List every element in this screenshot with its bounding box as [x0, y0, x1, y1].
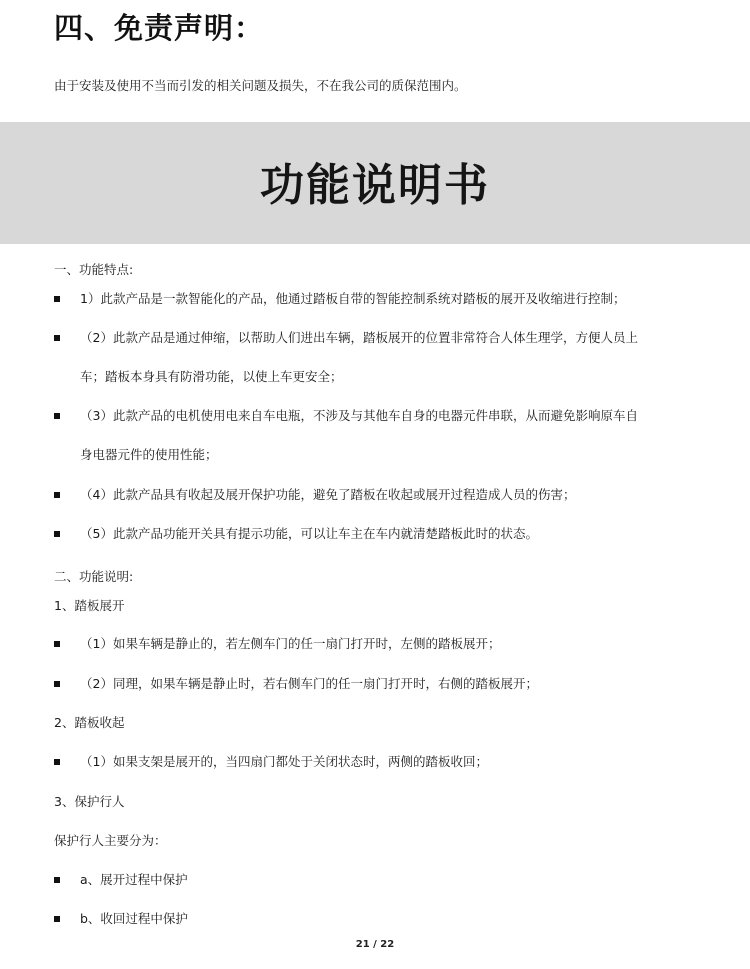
- expand-title: 1、踏板展开: [54, 598, 125, 613]
- list-item-continuation: 车；踏板本身具有防滑功能，以使上车更安全；: [80, 369, 343, 384]
- list-item-text: （3）此款产品的电机使用电来自车电瓶，不涉及与其他车自身的电器元件串联，从而避免影响原车自: [80, 408, 638, 423]
- list-item-continuation: 身电器元件的使用性能；: [80, 447, 218, 462]
- list-item: [0, 289, 750, 309]
- bullet-icon: [54, 877, 60, 883]
- list-item: [0, 406, 750, 426]
- banner-title: 功能说明书: [260, 160, 490, 211]
- list-item-text: （4）此款产品具有收起及展开保护功能，避免了踏板在收起或展开过程造成人员的伤害；: [80, 487, 576, 502]
- list-item: [0, 674, 750, 694]
- list-item-text: （1）如果车辆是静止的，若左侧车门的任一扇门打开时，左侧的踏板展开；: [80, 636, 501, 651]
- bullet-icon: [54, 296, 60, 302]
- list-item: [0, 524, 750, 544]
- page-number: 21 / 22: [355, 939, 395, 950]
- disclaimer-heading: 四、免责声明：: [54, 11, 265, 45]
- list-item: [0, 485, 750, 505]
- disclaimer-text: 由于安装及使用不当而引发的相关问题及损失，不在我公司的质保范围内。: [54, 78, 467, 93]
- bullet-icon: [54, 916, 60, 922]
- list-item-text: （2）同理，如果车辆是静止时，若右侧车门的任一扇门打开时，右侧的踏板展开；: [80, 676, 538, 691]
- bullet-icon: [54, 641, 60, 647]
- bullet-icon: [54, 681, 60, 687]
- retract-title: 2、踏板收起: [54, 715, 125, 730]
- list-item: [0, 634, 750, 654]
- description-heading: 二、功能说明:: [54, 569, 134, 584]
- list-item: [0, 752, 750, 772]
- bullet-icon: [54, 492, 60, 498]
- protect-title: 3、保护行人: [54, 794, 125, 809]
- list-item: [0, 870, 750, 890]
- bullet-icon: [54, 335, 60, 341]
- bullet-icon: [54, 413, 60, 419]
- list-item-text: （1）如果支架是展开的，当四扇门都处于关闭状态时，两侧的踏板收回；: [80, 754, 488, 769]
- list-item-text: （2）此款产品是通过伸缩，以帮助人们进出车辆，踏板展开的位置非常符合人体生理学，方便人员上: [80, 330, 638, 345]
- list-item-text: （5）此款产品功能开关具有提示功能，可以让车主在车内就清楚踏板此时的状态。: [80, 526, 538, 541]
- list-item: [0, 909, 750, 929]
- list-item: [0, 328, 750, 348]
- list-item-text: a、展开过程中保护: [80, 872, 188, 887]
- bullet-icon: [54, 759, 60, 765]
- features-heading: 一、功能特点:: [54, 262, 134, 277]
- list-item-text: b、收回过程中保护: [80, 911, 188, 926]
- title-banner: [0, 122, 750, 244]
- list-item-text: 1）此款产品是一款智能化的产品，他通过踏板自带的智能控制系统对踏板的展开及收缩进行控制；: [80, 291, 626, 306]
- bullet-icon: [54, 531, 60, 537]
- protect-intro: 保护行人主要分为：: [54, 833, 167, 848]
